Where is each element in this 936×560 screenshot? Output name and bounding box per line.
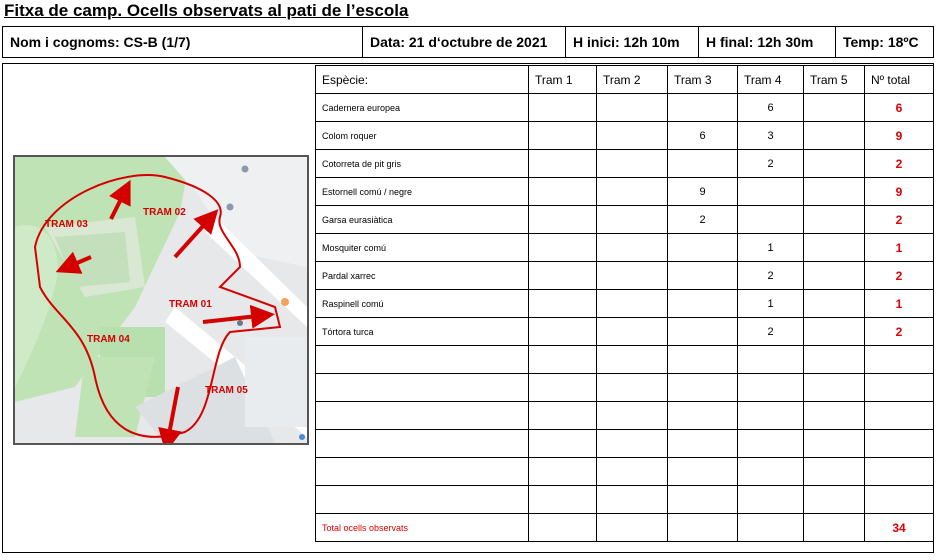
column-header: Tram 3 [668,66,738,94]
map-label-tram04: TRAM 04 [87,334,130,345]
count-cell [668,234,738,262]
column-header: Nº total [865,66,934,94]
count-cell [529,150,597,178]
total-cell: 9 [865,178,934,206]
species-cell: Tórtora turca [316,318,529,346]
count-cell [597,122,668,150]
empty-cell [668,346,738,374]
empty-cell [597,346,668,374]
empty-cell [529,514,597,542]
empty-cell [529,430,597,458]
count-cell [668,94,738,122]
empty-cell [529,458,597,486]
count-cell [597,318,668,346]
count-cell [597,290,668,318]
empty-cell [597,430,668,458]
empty-row [316,374,934,402]
map-label-tram05: TRAM 05 [205,385,248,396]
empty-cell [668,374,738,402]
table-row [316,122,934,150]
count-cell: 1 [738,290,804,318]
map-image [15,157,307,443]
table-row [316,178,934,206]
column-header: Espècie: [316,66,529,94]
empty-cell [738,514,804,542]
map-label-tram02: TRAM 02 [143,207,186,218]
count-cell [529,206,597,234]
empty-cell [597,486,668,514]
total-cell: 1 [865,290,934,318]
empty-cell [316,486,529,514]
count-cell [804,122,865,150]
count-cell [668,262,738,290]
empty-cell [597,374,668,402]
table-row [316,94,934,122]
empty-cell [316,346,529,374]
total-cell: 2 [865,318,934,346]
observations-table [315,65,934,542]
empty-row [316,458,934,486]
count-cell [804,290,865,318]
empty-cell [597,402,668,430]
count-cell [668,290,738,318]
empty-cell [529,346,597,374]
species-cell: Mosquiter comú [316,234,529,262]
empty-row [316,346,934,374]
count-cell [804,150,865,178]
column-header: Tram 2 [597,66,668,94]
count-cell [804,262,865,290]
count-cell [529,234,597,262]
end-time-field: H final: 12h 30m [699,27,836,57]
header-row [2,26,934,58]
empty-cell [738,346,804,374]
count-cell [529,290,597,318]
table-row [316,234,934,262]
empty-row [316,430,934,458]
empty-cell [865,346,934,374]
count-cell [804,234,865,262]
count-cell [597,94,668,122]
count-cell: 2 [738,262,804,290]
count-cell: 2 [668,206,738,234]
empty-cell [529,486,597,514]
empty-cell [316,374,529,402]
table-row [316,318,934,346]
empty-cell [804,402,865,430]
empty-cell [804,458,865,486]
empty-cell [597,514,668,542]
empty-cell [804,514,865,542]
empty-cell [668,514,738,542]
empty-cell [738,486,804,514]
empty-cell [316,430,529,458]
table-header-row [316,66,934,94]
empty-cell [865,374,934,402]
empty-row [316,402,934,430]
empty-cell [865,402,934,430]
count-cell [738,178,804,206]
species-cell: Cadernera europea [316,94,529,122]
count-cell [529,122,597,150]
map-label-tram01: TRAM 01 [169,299,212,310]
count-cell [597,150,668,178]
count-cell: 6 [738,94,804,122]
empty-cell [738,374,804,402]
empty-cell [668,430,738,458]
species-cell: Cotorreta de pit gris [316,150,529,178]
empty-row [316,486,934,514]
count-cell [529,94,597,122]
count-cell: 2 [738,318,804,346]
count-cell [738,206,804,234]
count-cell: 6 [668,122,738,150]
empty-cell [597,458,668,486]
total-cell: 2 [865,206,934,234]
empty-cell [804,346,865,374]
transect-map [13,155,309,445]
empty-cell [738,458,804,486]
count-cell: 3 [738,122,804,150]
count-cell [529,262,597,290]
empty-cell [865,430,934,458]
total-cell: 2 [865,262,934,290]
empty-cell [316,402,529,430]
empty-cell [804,374,865,402]
table-row [316,262,934,290]
count-cell [804,94,865,122]
count-cell [804,178,865,206]
total-cell: 1 [865,234,934,262]
temperature-field: Temp: 18ºC [843,34,919,50]
empty-cell [804,430,865,458]
empty-cell [865,486,934,514]
count-cell [668,150,738,178]
total-cell: 9 [865,122,934,150]
empty-cell [529,402,597,430]
column-header: Tram 4 [738,66,804,94]
empty-cell [738,402,804,430]
species-cell: Raspinell comú [316,290,529,318]
empty-cell [668,402,738,430]
species-cell: Garsa eurasiàtica [316,206,529,234]
column-header: Tram 1 [529,66,597,94]
count-cell [668,318,738,346]
species-cell: Colom roquer [316,122,529,150]
count-cell [804,318,865,346]
empty-cell [529,374,597,402]
count-cell [804,206,865,234]
empty-cell [668,486,738,514]
table-row [316,290,934,318]
count-cell: 9 [668,178,738,206]
table-row [316,150,934,178]
observer-name-field: Nom i cognoms: CS-B (1/7) [3,27,363,57]
empty-cell [865,458,934,486]
map-label-tram03: TRAM 03 [45,219,88,230]
count-cell: 2 [738,150,804,178]
grand-total-row [316,514,934,542]
start-time-field: H inici: 12h 10m [566,27,699,57]
count-cell [597,206,668,234]
total-cell: 2 [865,150,934,178]
empty-cell [316,458,529,486]
count-cell [597,262,668,290]
count-cell [597,234,668,262]
grand-total-label: Total ocells observats [316,514,529,542]
column-header: Tram 5 [804,66,865,94]
table-row [316,206,934,234]
empty-cell [668,458,738,486]
empty-cell [738,430,804,458]
species-cell: Estornell comú / negre [316,178,529,206]
count-cell: 1 [738,234,804,262]
page-title: Fitxa de camp. Ocells observats al pati de l’escola [4,1,409,20]
empty-cell [804,486,865,514]
total-cell: 6 [865,94,934,122]
count-cell [597,178,668,206]
count-cell [529,178,597,206]
count-cell [529,318,597,346]
species-cell: Pardal xarrec [316,262,529,290]
grand-total-value: 34 [865,514,934,542]
date-field: Data: 21 d‘octubre de 2021 [363,27,566,57]
